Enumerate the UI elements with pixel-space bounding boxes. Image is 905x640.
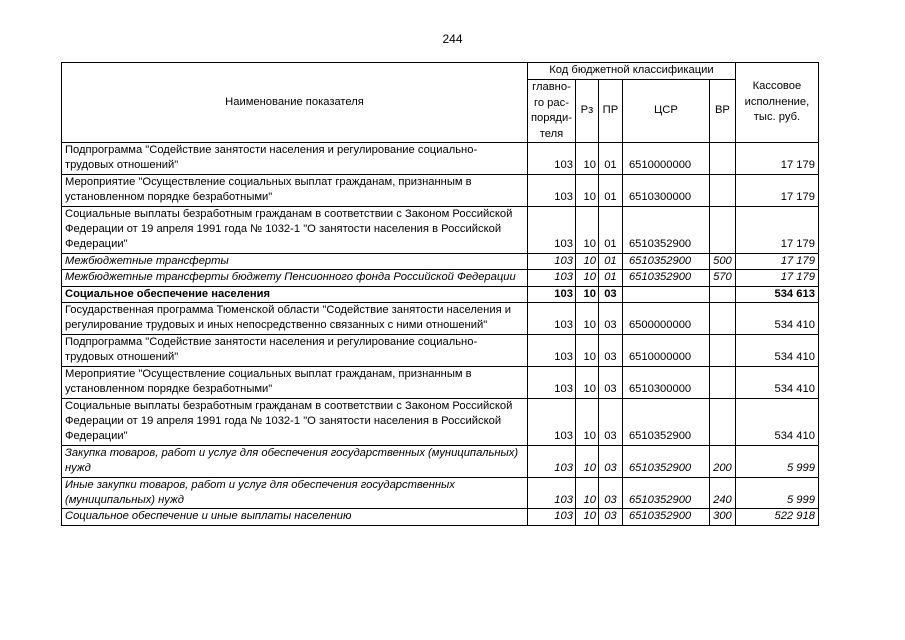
row-grbs: 103 (528, 477, 576, 509)
row-amount: 5 999 (735, 477, 818, 509)
row-rz: 10 (575, 174, 598, 206)
row-csr: 6510352900 (622, 206, 709, 253)
row-amount: 17 179 (735, 270, 818, 286)
header-csr: ЦСР (622, 80, 709, 143)
header-vr: ВР (709, 80, 735, 143)
row-vr (709, 334, 735, 366)
row-amount: 534 410 (735, 303, 818, 335)
row-grbs: 103 (528, 303, 576, 335)
row-vr: 300 (709, 509, 735, 525)
row-name: Мероприятие "Осуществление социальных выплат гражданам, признанным в установленном порядке безработными" (62, 366, 528, 398)
table-row (62, 286, 819, 302)
row-pr: 01 (598, 270, 622, 286)
header-grbs: главно-го рас-поряди-теля (528, 80, 576, 143)
table-row (62, 270, 819, 286)
row-vr (709, 398, 735, 445)
table-row (62, 174, 819, 206)
row-csr: 6510300000 (622, 174, 709, 206)
row-name: Иные закупки товаров, работ и услуг для обеспечения государственных (муниципальных) нужд (62, 477, 528, 509)
row-csr: 6510352900 (622, 398, 709, 445)
row-name: Межбюджетные трансферты бюджету Пенсионного фонда Российской Федерации (62, 270, 528, 286)
row-rz: 10 (575, 253, 598, 269)
row-csr: 6510352900 (622, 477, 709, 509)
row-grbs: 103 (528, 253, 576, 269)
row-csr: 6510000000 (622, 143, 709, 175)
row-grbs: 103 (528, 334, 576, 366)
row-pr: 03 (598, 509, 622, 525)
row-grbs: 103 (528, 398, 576, 445)
row-amount: 17 179 (735, 253, 818, 269)
row-pr: 01 (598, 143, 622, 175)
row-pr: 03 (598, 398, 622, 445)
row-vr: 240 (709, 477, 735, 509)
row-rz: 10 (575, 334, 598, 366)
row-csr: 6510352900 (622, 509, 709, 525)
row-rz: 10 (575, 303, 598, 335)
row-pr: 03 (598, 445, 622, 477)
table-row (62, 334, 819, 366)
row-pr: 03 (598, 477, 622, 509)
row-rz: 10 (575, 270, 598, 286)
header-rz: Рз (575, 80, 598, 143)
header-code-group: Код бюджетной классификации (528, 63, 736, 80)
header-amount: Кассовое исполнение, тыс. руб. (735, 63, 818, 143)
row-name: Социальные выплаты безработным гражданам в соответствии с Законом Российской Федерации от 19 апреля 1991 года № 1032-1 "О занятости населения в Российской Федерации" (62, 206, 528, 253)
row-rz: 10 (575, 206, 598, 253)
row-vr (709, 143, 735, 175)
row-csr: 6510000000 (622, 334, 709, 366)
row-csr: 6510352900 (622, 270, 709, 286)
row-amount: 17 179 (735, 143, 818, 175)
row-csr: 6510352900 (622, 445, 709, 477)
row-amount: 534 613 (735, 286, 818, 302)
table-row (62, 253, 819, 269)
row-name: Государственная программа Тюменской области "Содействие занятости населения и регулирование трудовых и иных непосредственно связанных с ними отношений" (62, 303, 528, 335)
row-pr: 03 (598, 286, 622, 302)
row-amount: 522 918 (735, 509, 818, 525)
row-vr (709, 286, 735, 302)
row-csr: 6510300000 (622, 366, 709, 398)
table-row (62, 477, 819, 509)
row-amount: 534 410 (735, 398, 818, 445)
row-pr: 01 (598, 206, 622, 253)
table-row (62, 509, 819, 525)
table-row (62, 303, 819, 335)
row-grbs: 103 (528, 174, 576, 206)
row-rz: 10 (575, 477, 598, 509)
row-rz: 10 (575, 286, 598, 302)
row-name: Мероприятие "Осуществление социальных выплат гражданам, признанным в установленном порядке безработными" (62, 174, 528, 206)
row-amount: 534 410 (735, 334, 818, 366)
row-amount: 17 179 (735, 174, 818, 206)
row-name: Подпрограмма "Содействие занятости населения и регулирование социально-трудовых отношений" (62, 334, 528, 366)
table-row (62, 206, 819, 253)
row-vr (709, 303, 735, 335)
row-name: Социальное обеспечение населения (62, 286, 528, 302)
row-rz: 10 (575, 509, 598, 525)
row-csr (622, 286, 709, 302)
row-rz: 10 (575, 445, 598, 477)
row-name: Межбюджетные трансферты (62, 253, 528, 269)
row-grbs: 103 (528, 270, 576, 286)
row-pr: 01 (598, 253, 622, 269)
row-amount: 5 999 (735, 445, 818, 477)
row-vr (709, 366, 735, 398)
row-grbs: 103 (528, 286, 576, 302)
row-name: Социальное обеспечение и иные выплаты населению (62, 509, 528, 525)
row-pr: 03 (598, 334, 622, 366)
row-pr: 03 (598, 303, 622, 335)
row-rz: 10 (575, 398, 598, 445)
budget-table (61, 62, 819, 526)
row-vr: 570 (709, 270, 735, 286)
row-vr: 200 (709, 445, 735, 477)
row-name: Подпрограмма "Содействие занятости населения и регулирование социально-трудовых отношений" (62, 143, 528, 175)
row-amount: 534 410 (735, 366, 818, 398)
page-number: 244 (442, 32, 463, 46)
row-grbs: 103 (528, 366, 576, 398)
row-vr (709, 206, 735, 253)
row-vr (709, 174, 735, 206)
row-csr: 6500000000 (622, 303, 709, 335)
table-row (62, 366, 819, 398)
row-grbs: 103 (528, 206, 576, 253)
row-grbs: 103 (528, 445, 576, 477)
row-csr: 6510352900 (622, 253, 709, 269)
table-row (62, 398, 819, 445)
header-pr: ПР (598, 80, 622, 143)
row-grbs: 103 (528, 143, 576, 175)
row-grbs: 103 (528, 509, 576, 525)
row-name: Закупка товаров, работ и услуг для обеспечения государственных (муниципальных) нужд (62, 445, 528, 477)
row-name: Социальные выплаты безработным гражданам в соответствии с Законом Российской Федерации от 19 апреля 1991 года № 1032-1 "О занятости населения в Российской Федерации" (62, 398, 528, 445)
row-vr: 500 (709, 253, 735, 269)
row-pr: 03 (598, 366, 622, 398)
row-pr: 01 (598, 174, 622, 206)
row-rz: 10 (575, 143, 598, 175)
table-row (62, 445, 819, 477)
header-name: Наименование показателя (62, 63, 528, 143)
table-row (62, 143, 819, 175)
row-rz: 10 (575, 366, 598, 398)
row-amount: 17 179 (735, 206, 818, 253)
